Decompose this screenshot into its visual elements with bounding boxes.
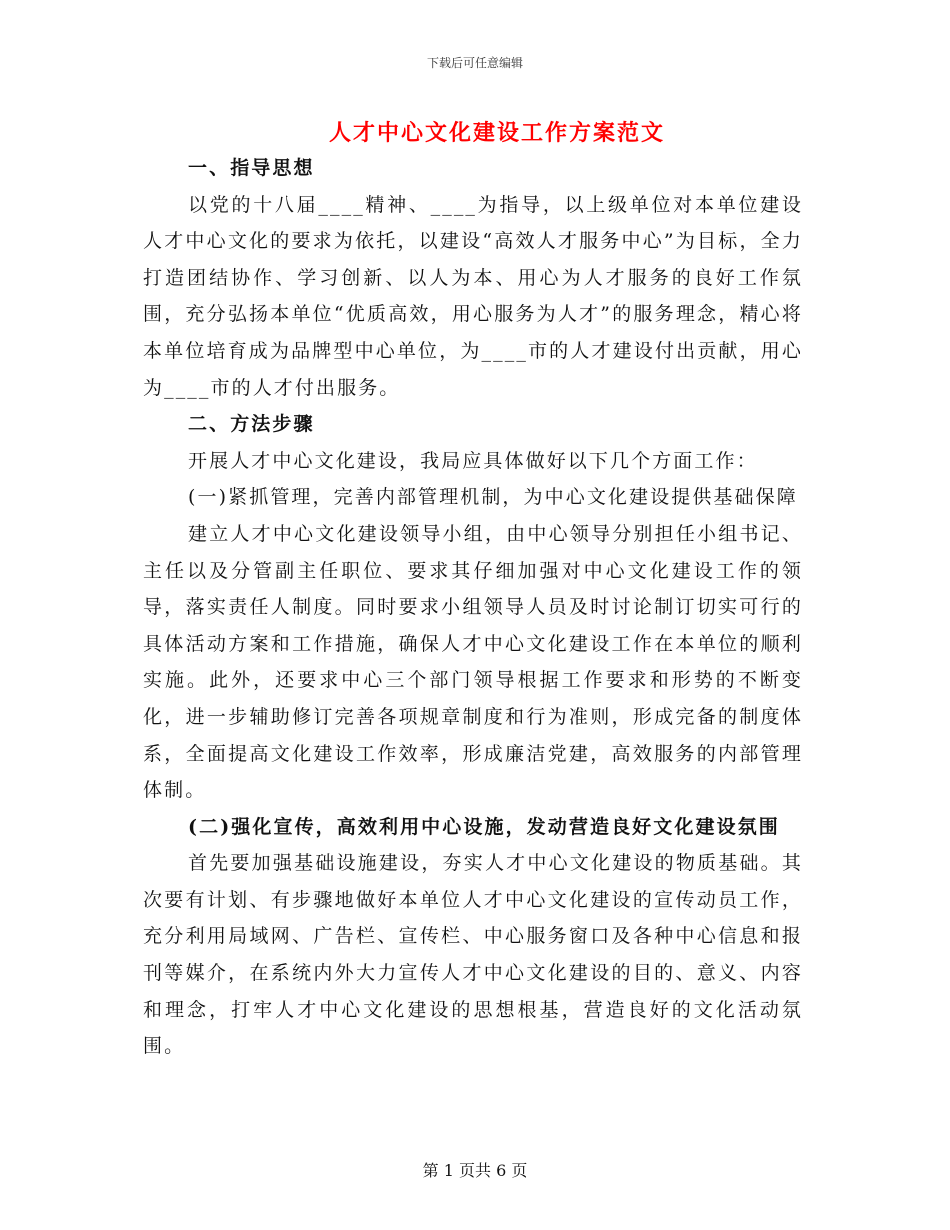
subsection-2-heading: (二)强化宣传，高效利用中心设施，发动营造良好文化建设氛围	[188, 815, 780, 838]
subsection-1-paragraph: 建立人才中心文化建设领导小组，由中心领导分别担任小组书记、主任以及分管副主任职位、要求其仔细加强对中心文化建设工作的领导，落实责任人制度。同时要求小组领导人员及时讨论制订切实可行的具体活动方案和工作措施，确保人才中心文化建设工作在本单位的顺利实施。此外，还要求中心三个部门领导根据工作要求和形势的不断变化，进一步辅助修订完善各项规章制度和行为准则，形成完备的制度体系，全面提高文化建设工作效率，形成廉洁党建，高效服务的内部管理体制。	[143, 522, 803, 802]
section-2-intro: 开展人才中心文化建设，我局应具体做好以下几个方面工作：	[188, 449, 758, 472]
page-footer: 第 1 页共 6 页	[422, 1161, 528, 1180]
document-body	[143, 150, 803, 1065]
section-1-heading: 一、指导思想	[188, 157, 315, 179]
page-header-note: 下载后可任意编辑	[426, 56, 523, 70]
section-2-heading: 二、方法步骤	[188, 413, 315, 436]
subsection-2-paragraph: 首先要加强基础设施建设，夯实人才中心文化建设的物质基础。其次要有计划、有步骤地做好本单位人才中心文化建设的宣传动员工作，充分利用局域网、广告栏、宣传栏、中心服务窗口及各种中心信息和报刊等媒介，在系统内外大力宣传人才中心文化建设的目的、意义、内容和理念，打牢人才中心文化建设的思想根基，营造良好的文化活动氛围。	[143, 852, 803, 1058]
subsection-1-heading: (一)紧抓管理，完善内部管理机制，为中心文化建设提供基础保障	[188, 486, 798, 509]
document-title: 人才中心文化建设工作方案范文	[328, 120, 665, 146]
section-1-paragraph: 以党的十八届____精神、____为指导，以上级单位对本单位建设人才中心文化的要求为依托，以建设“高效人才服务中心”为目标，全力打造团结协作、学习创新、以人为本、用心为人才服务的良好工作氛围，充分弘扬本单位“优质高效，用心服务为人才”的服务理念，精心将本单位培育成为品牌型中心单位，为____市的人才建设付出贡献，用心为____市的人才付出服务。	[143, 193, 803, 399]
